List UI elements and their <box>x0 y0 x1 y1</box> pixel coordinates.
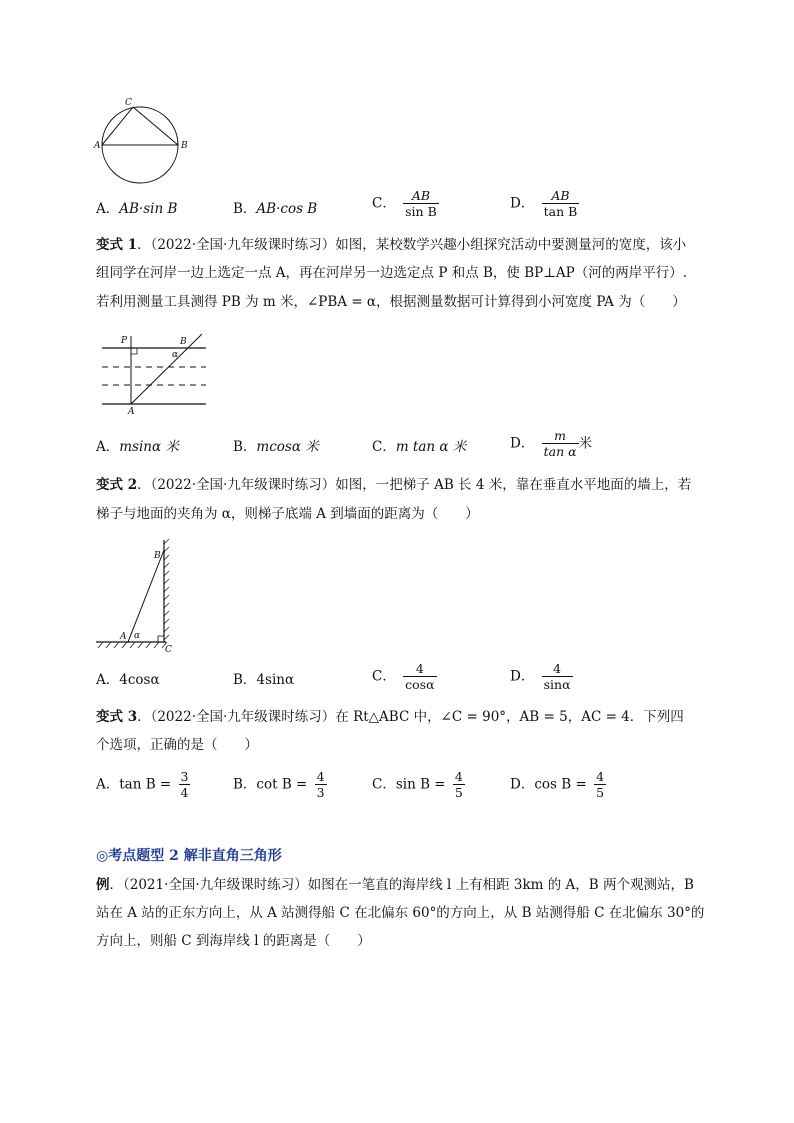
option-label: B． <box>233 201 257 217</box>
svg-text:C: C <box>165 645 172 655</box>
q0-option-b[interactable] <box>233 199 317 219</box>
label-b: B <box>181 141 188 151</box>
svg-text:α: α <box>172 350 179 360</box>
segment-ab <box>128 550 164 642</box>
right-angle-mark <box>131 348 137 354</box>
q2-option-c[interactable]: C． $\frac{4}{\cos\alpha}$ <box>372 661 435 692</box>
fraction: $\frac{4}{5}$ <box>596 769 605 800</box>
example-line-1: 例．（2021·全国·九年级课时练习）如图在一笔直的海岸线 l 上有相距 3km 的 A，B 两个观测站，B <box>96 877 694 893</box>
question-tag: 变式 3 <box>96 709 138 725</box>
svg-text:α: α <box>134 631 141 641</box>
q2-option-b[interactable]: B．4sinα <box>233 672 295 688</box>
svg-text:B: B <box>154 551 161 561</box>
option-label: C． <box>372 195 396 212</box>
fraction: $\frac{4}{\cos\alpha}$ <box>405 661 435 692</box>
q3-option-c[interactable]: C．sin B = $\frac{4}{5}$ <box>372 769 463 800</box>
q2-line-2: 梯子与地面的夹角为 α，则梯子底端 A 到墙面的距离为（ ） <box>96 506 479 522</box>
q0-option-a[interactable] <box>96 199 177 219</box>
q0-option-c[interactable] <box>372 188 439 219</box>
q3-option-b[interactable]: B．cot B = $\frac{4}{3}$ <box>233 769 325 800</box>
label-a: A <box>94 141 101 151</box>
question-tag: 变式 1 <box>96 237 138 253</box>
right-angle-mark <box>158 636 164 642</box>
q3-option-d[interactable]: D．cos B = $\frac{4}{5}$ <box>510 769 605 800</box>
example-line-3: 方向上，则船 C 到海岸线 l 的距离是（ ） <box>96 933 371 949</box>
chord-cb <box>133 107 178 145</box>
q1-line-3: 若利用测量工具测得 PB 为 m 米，∠PBA = α，根据测量数据可计算得到小河宽度 PA 为（ ） <box>96 294 686 310</box>
figure-circle <box>94 92 200 202</box>
svg-text:A: A <box>120 632 127 642</box>
option-text: AB·cos B <box>256 201 318 217</box>
q3-line-2: 个选项，正确的是（ ） <box>96 737 258 753</box>
question-tag: 变式 2 <box>96 477 138 493</box>
q2-line-1: 变式 2．（2022·全国·九年级课时练习）如图，一把梯子 AB 长 4 米，靠在垂直水平地面的墙上，若 <box>96 477 692 493</box>
option-text: AB·sin B <box>119 201 178 217</box>
fraction: $\frac{4}{3}$ <box>316 769 325 800</box>
q3-line-1: 变式 3．（2022·全国·九年级课时练习）在 Rt△ABC 中，∠C = 90°，AB = 5，AC = 4．下列四 <box>96 709 684 725</box>
q0-option-d[interactable] <box>510 188 579 219</box>
fraction: $\frac{AB}{\text{tan B}}$ <box>543 188 578 219</box>
q1-line-1: 变式 1．（2022·全国·九年级课时练习）如图，某校数学兴趣小组探究活动中要测量河的宽度，该小 <box>96 237 687 253</box>
label-c: C <box>125 98 132 108</box>
svg-text:A: A <box>128 407 135 417</box>
example-line-2: 站在 A 站的正东方向上，从 A 站测得船 C 在北偏东 60°的方向上，从 B 站测得船 C 在北偏东 30°的 <box>96 905 705 921</box>
option-label: D． <box>510 195 535 212</box>
option-label: A． <box>96 201 120 217</box>
q2-option-d[interactable]: D． $\frac{4}{\sin\alpha}$ <box>510 661 571 692</box>
figure-ladder <box>94 536 184 656</box>
fraction: $\frac{4}{\sin\alpha}$ <box>543 661 571 692</box>
fraction: $\frac{4}{5}$ <box>454 769 463 800</box>
section-heading: ◎考点题型 2 解非直角三角形 <box>96 848 282 864</box>
segment-ab <box>131 334 202 404</box>
q2-option-a[interactable]: A．4cosα <box>96 672 160 688</box>
svg-text:B: B <box>180 337 187 347</box>
fraction: $\frac{m}{\text{tan α}}$ <box>543 428 577 459</box>
q3-option-a[interactable]: A．tan B = $\frac{3}{4}$ <box>96 769 189 800</box>
svg-text:P: P <box>121 336 128 346</box>
q1-option-d[interactable]: D． $\frac{m}{\text{tan α}}$ 米 <box>510 428 593 459</box>
q1-line-2: 组同学在河岸一边上选定一点 A，再在河岸另一边选定点 P 和点 B，使 BP⊥AP（河的两岸平行）. <box>96 265 688 281</box>
fraction: $\frac{3}{4}$ <box>180 769 189 800</box>
q1-option-a[interactable]: A．msinα 米 <box>96 439 179 455</box>
q1-option-c[interactable]: C．m tan α 米 <box>372 439 467 455</box>
question-tag: 例 <box>96 877 110 893</box>
fraction: $\frac{AB}{\text{sin B}}$ <box>405 188 437 219</box>
figure-river <box>98 330 213 415</box>
q1-option-b[interactable]: B．mcosα 米 <box>233 439 319 455</box>
